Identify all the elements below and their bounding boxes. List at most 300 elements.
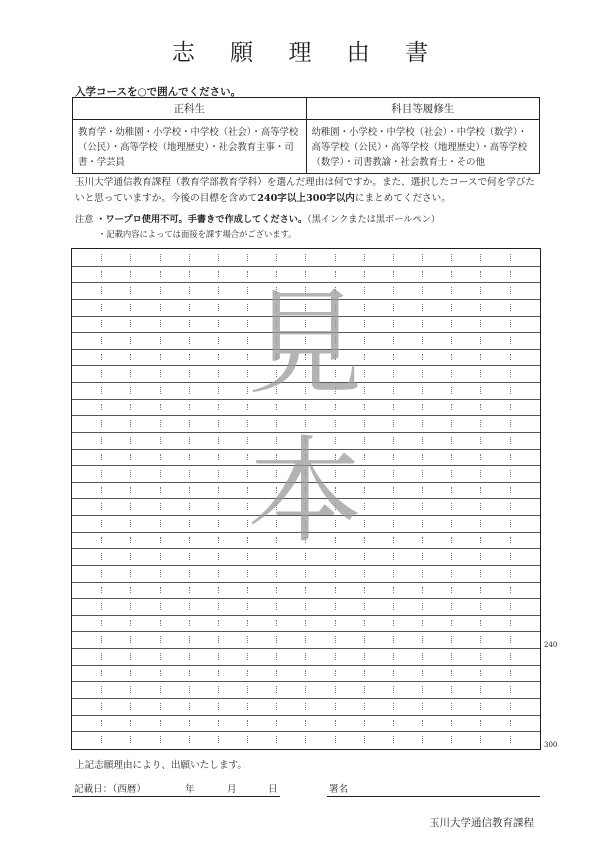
grid-column-guide (422, 404, 423, 411)
grid-row-line (72, 731, 540, 732)
grid-column-guide (480, 271, 481, 278)
grid-column-guide (189, 686, 190, 693)
grid-column-guide (130, 503, 131, 510)
grid-column-guide (422, 304, 423, 311)
auditor-course-options[interactable]: 幼稚園・小学校・中学校（社会）・中学校（数学）・高等学校（公民）・高等学校（地理歴史）・高等学校（数学）・司書教諭・社会教育士・その他 (306, 120, 540, 174)
grid-column-guide (160, 736, 161, 743)
grid-column-guide (160, 354, 161, 361)
grid-column-guide (364, 686, 365, 693)
grid-column-guide (130, 553, 131, 560)
grid-column-guide (101, 736, 102, 743)
grid-column-guide (130, 404, 131, 411)
grid-column-guide (451, 653, 452, 660)
grid-column-guide (130, 370, 131, 377)
grid-column-guide (189, 337, 190, 344)
grid-column-guide (480, 720, 481, 727)
grid-column-guide (393, 271, 394, 278)
grid-column-guide (101, 686, 102, 693)
grid-column-guide (130, 603, 131, 610)
grid-column-guide (218, 370, 219, 377)
grid-column-guide (451, 603, 452, 610)
grid-column-guide (160, 636, 161, 643)
grid-column-guide (480, 587, 481, 594)
institution-name: 玉川大学通信教育課程 (429, 817, 534, 829)
grid-column-guide (393, 337, 394, 344)
question-text-end: にまとめてください。 (354, 193, 451, 204)
grid-column-guide (160, 337, 161, 344)
grid-column-guide (480, 420, 481, 427)
grid-column-guide (480, 520, 481, 527)
grid-column-guide (451, 337, 452, 344)
grid-column-guide (101, 570, 102, 577)
grid-column-guide (276, 720, 277, 727)
grid-column-guide (247, 736, 248, 743)
grid-column-guide (218, 620, 219, 627)
grid-column-guide (510, 337, 511, 344)
grid-column-guide (101, 354, 102, 361)
grid-column-guide (276, 570, 277, 577)
grid-column-guide (130, 570, 131, 577)
grid-column-guide (218, 653, 219, 660)
grid-column-guide (335, 587, 336, 594)
grid-column-guide (451, 437, 452, 444)
grid-column-guide (422, 636, 423, 643)
grid-column-guide (160, 720, 161, 727)
grid-column-guide (101, 703, 102, 710)
grid-column-guide (101, 470, 102, 477)
grid-column-guide (189, 620, 190, 627)
grid-column-guide (247, 720, 248, 727)
grid-column-guide (160, 320, 161, 327)
grid-column-guide (218, 603, 219, 610)
grid-column-guide (480, 337, 481, 344)
grid-column-guide (393, 470, 394, 477)
grid-column-guide (451, 670, 452, 677)
grid-column-guide (393, 603, 394, 610)
grid-column-guide (480, 703, 481, 710)
grid-row-line (72, 266, 540, 267)
grid-column-guide (189, 304, 190, 311)
grid-column-guide (510, 487, 511, 494)
grid-column-guide (480, 537, 481, 544)
grid-column-guide (130, 454, 131, 461)
grid-column-guide (101, 454, 102, 461)
grid-column-guide (393, 636, 394, 643)
grid-row-line (72, 715, 540, 716)
grid-column-guide (189, 487, 190, 494)
watermark-char-2: 本 (247, 425, 363, 559)
grid-column-guide (422, 487, 423, 494)
grid-column-guide (451, 487, 452, 494)
grid-column-guide (422, 354, 423, 361)
grid-column-guide (510, 470, 511, 477)
grid-column-guide (160, 587, 161, 594)
grid-column-guide (364, 603, 365, 610)
grid-column-guide (480, 653, 481, 660)
regular-course-options[interactable]: 教育学・幼稚園・小学校・中学校（社会）・高等学校（公民）・高等学校（地理歴史）・社会教育主事・司書・学芸員 (73, 120, 307, 174)
grid-column-guide (393, 387, 394, 394)
grid-column-guide (305, 670, 306, 677)
grid-column-guide (189, 454, 190, 461)
grid-column-guide (451, 570, 452, 577)
grid-column-guide (160, 537, 161, 544)
grid-column-guide (218, 537, 219, 544)
grid-column-guide (101, 337, 102, 344)
grid-column-guide (480, 254, 481, 261)
grid-column-guide (130, 320, 131, 327)
grid-column-guide (218, 320, 219, 327)
grid-column-guide (480, 570, 481, 577)
grid-column-guide (189, 570, 190, 577)
grid-column-guide (422, 503, 423, 510)
grid-column-guide (480, 437, 481, 444)
grid-column-guide (189, 437, 190, 444)
grid-column-guide (160, 553, 161, 560)
grid-column-guide (451, 454, 452, 461)
grid-column-guide (335, 736, 336, 743)
grid-column-guide (480, 553, 481, 560)
note-label: 注意 (75, 214, 94, 225)
grid-column-guide (218, 287, 219, 294)
grid-column-guide (130, 420, 131, 427)
grid-column-guide (422, 320, 423, 327)
grid-column-guide (335, 686, 336, 693)
grid-column-guide (422, 736, 423, 743)
grid-column-guide (393, 287, 394, 294)
grid-column-guide (305, 570, 306, 577)
grid-column-guide (160, 437, 161, 444)
grid-column-guide (218, 487, 219, 494)
grid-column-guide (393, 420, 394, 427)
grid-column-guide (276, 620, 277, 627)
grid-column-guide (247, 620, 248, 627)
grid-column-guide (218, 553, 219, 560)
grid-column-guide (101, 670, 102, 677)
grid-column-guide (101, 487, 102, 494)
document-title: 志 願 理 由 書 (171, 40, 443, 66)
grid-column-guide (335, 636, 336, 643)
date-field[interactable] (72, 781, 280, 797)
grid-column-guide (160, 620, 161, 627)
grid-column-guide (101, 254, 102, 261)
grid-column-guide (276, 686, 277, 693)
grid-column-guide (510, 370, 511, 377)
grid-column-guide (422, 337, 423, 344)
grid-column-guide (451, 503, 452, 510)
grid-column-guide (218, 520, 219, 527)
grid-column-guide (451, 587, 452, 594)
grid-column-guide (393, 736, 394, 743)
grid-column-guide (335, 703, 336, 710)
grid-column-guide (393, 354, 394, 361)
grid-column-guide (480, 304, 481, 311)
grid-column-guide (510, 670, 511, 677)
grid-column-guide (160, 670, 161, 677)
grid-column-guide (130, 287, 131, 294)
date-label: 記載日：（西暦） (74, 784, 146, 795)
grid-column-guide (160, 570, 161, 577)
grid-column-guide (422, 553, 423, 560)
grid-column-guide (335, 653, 336, 660)
grid-column-guide (218, 454, 219, 461)
grid-column-guide (393, 370, 394, 377)
grid-column-guide (160, 703, 161, 710)
grid-column-guide (189, 387, 190, 394)
grid-column-guide (422, 537, 423, 544)
grid-column-guide (480, 370, 481, 377)
grid-column-guide (364, 636, 365, 643)
grid-column-guide (276, 670, 277, 677)
grid-column-guide (480, 686, 481, 693)
grid-column-guide (451, 620, 452, 627)
grid-column-guide (189, 370, 190, 377)
grid-column-guide (422, 653, 423, 660)
grid-column-guide (218, 736, 219, 743)
grid-column-guide (480, 670, 481, 677)
grid-column-guide (393, 454, 394, 461)
grid-column-guide (218, 470, 219, 477)
count-label-300: 300 (544, 741, 558, 749)
grid-column-guide (510, 520, 511, 527)
grid-column-guide (130, 736, 131, 743)
grid-column-guide (510, 553, 511, 560)
grid-column-guide (480, 620, 481, 627)
grid-column-guide (480, 404, 481, 411)
grid-column-guide (189, 670, 190, 677)
note-ink: （黒インクまたは黒ボールペン） (307, 214, 441, 225)
signature-field[interactable] (327, 781, 540, 797)
grid-column-guide (422, 420, 423, 427)
grid-column-guide (510, 603, 511, 610)
grid-column-guide (130, 620, 131, 627)
grid-column-guide (510, 387, 511, 394)
grid-column-guide (218, 587, 219, 594)
grid-column-guide (422, 670, 423, 677)
grid-column-guide (189, 470, 190, 477)
grid-column-guide (160, 254, 161, 261)
grid-column-guide (218, 271, 219, 278)
grid-column-guide (101, 636, 102, 643)
grid-column-guide (101, 320, 102, 327)
note-interview: ・記載内容によっては面接を課す場合がございます。 (98, 229, 297, 239)
grid-column-guide (247, 703, 248, 710)
grid-column-guide (101, 404, 102, 411)
grid-column-guide (189, 537, 190, 544)
grid-column-guide (364, 670, 365, 677)
grid-column-guide (480, 487, 481, 494)
grid-column-guide (451, 553, 452, 560)
grid-row-line (72, 698, 540, 699)
grid-column-guide (393, 404, 394, 411)
grid-column-guide (160, 686, 161, 693)
grid-column-guide (335, 670, 336, 677)
grid-column-guide (451, 736, 452, 743)
grid-column-guide (510, 620, 511, 627)
grid-column-guide (364, 570, 365, 577)
grid-column-guide (510, 437, 511, 444)
grid-column-guide (160, 404, 161, 411)
grid-column-guide (451, 387, 452, 394)
grid-column-guide (101, 720, 102, 727)
grid-column-guide (335, 720, 336, 727)
grid-column-guide (510, 636, 511, 643)
grid-column-guide (305, 703, 306, 710)
grid-column-guide (393, 304, 394, 311)
grid-column-guide (393, 254, 394, 261)
grid-column-guide (218, 420, 219, 427)
grid-column-guide (189, 553, 190, 560)
grid-column-guide (101, 387, 102, 394)
course-instruction: 入学コースを○で囲んでください。 (75, 86, 242, 98)
grid-column-guide (218, 570, 219, 577)
grid-column-guide (101, 620, 102, 627)
word-count-requirement: 240字以上300字以内 (257, 193, 355, 204)
grid-column-guide (160, 603, 161, 610)
grid-column-guide (218, 636, 219, 643)
grid-column-guide (189, 736, 190, 743)
grid-column-guide (393, 503, 394, 510)
grid-column-guide (393, 570, 394, 577)
grid-column-guide (451, 320, 452, 327)
note (75, 211, 440, 225)
grid-column-guide (422, 620, 423, 627)
count-label-240: 240 (544, 641, 558, 649)
grid-column-guide (422, 271, 423, 278)
grid-column-guide (393, 553, 394, 560)
grid-column-guide (422, 720, 423, 727)
grid-column-guide (189, 320, 190, 327)
grid-column-guide (130, 354, 131, 361)
grid-column-guide (335, 570, 336, 577)
grid-column-guide (160, 520, 161, 527)
grid-column-guide (364, 736, 365, 743)
grid-column-guide (393, 670, 394, 677)
grid-column-guide (218, 354, 219, 361)
grid-column-guide (276, 636, 277, 643)
grid-column-guide (101, 587, 102, 594)
grid-column-guide (189, 603, 190, 610)
grid-column-guide (160, 454, 161, 461)
grid-column-guide (393, 703, 394, 710)
grid-column-guide (160, 420, 161, 427)
grid-column-guide (101, 653, 102, 660)
grid-column-guide (422, 470, 423, 477)
grid-column-guide (101, 537, 102, 544)
grid-column-guide (130, 470, 131, 477)
grid-column-guide (510, 736, 511, 743)
grid-column-guide (218, 254, 219, 261)
grid-column-guide (422, 370, 423, 377)
grid-column-guide (305, 736, 306, 743)
grid-column-guide (160, 503, 161, 510)
grid-column-guide (218, 304, 219, 311)
grid-column-guide (189, 587, 190, 594)
grid-row-line (72, 582, 540, 583)
grid-column-guide (451, 304, 452, 311)
question-text: 玉川大学通信教育課程（教育学部教育学科）を選んだ理由は何ですか。また、選択したコースで何を学びたいと思っていますか。今後の目標を含めて (75, 177, 536, 204)
grid-row-line (72, 648, 540, 649)
grid-column-guide (451, 404, 452, 411)
grid-column-guide (510, 653, 511, 660)
grid-column-guide (422, 587, 423, 594)
grid-column-guide (247, 636, 248, 643)
grid-column-guide (451, 520, 452, 527)
grid-column-guide (160, 271, 161, 278)
grid-column-guide (510, 570, 511, 577)
grid-column-guide (305, 620, 306, 627)
grid-column-guide (101, 553, 102, 560)
grid-column-guide (393, 720, 394, 727)
grid-column-guide (130, 720, 131, 727)
signature-label: 署名 (329, 784, 349, 795)
grid-column-guide (422, 254, 423, 261)
grid-column-guide (305, 603, 306, 610)
grid-column-guide (510, 720, 511, 727)
grid-column-guide (335, 254, 336, 261)
grid-row-line (72, 631, 540, 632)
grid-column-guide (393, 653, 394, 660)
grid-column-guide (451, 370, 452, 377)
grid-column-guide (422, 437, 423, 444)
grid-column-guide (247, 254, 248, 261)
grid-column-guide (276, 653, 277, 660)
grid-column-guide (276, 587, 277, 594)
grid-row-line (72, 665, 540, 666)
grid-column-guide (247, 570, 248, 577)
essay-question (75, 175, 543, 207)
grid-column-guide (364, 720, 365, 727)
grid-column-guide (276, 254, 277, 261)
grid-column-guide (189, 287, 190, 294)
grid-row-line (72, 598, 540, 599)
grid-column-guide (451, 537, 452, 544)
grid-column-guide (393, 320, 394, 327)
sample-watermark (230, 270, 380, 566)
grid-column-guide (335, 620, 336, 627)
grid-column-guide (364, 254, 365, 261)
grid-column-guide (451, 703, 452, 710)
grid-row-line (72, 681, 540, 682)
grid-column-guide (480, 636, 481, 643)
grid-column-guide (130, 653, 131, 660)
grid-column-guide (160, 653, 161, 660)
grid-column-guide (451, 254, 452, 261)
grid-column-guide (218, 703, 219, 710)
grid-row-line (72, 615, 540, 616)
grid-column-guide (276, 603, 277, 610)
grid-column-guide (510, 271, 511, 278)
grid-column-guide (218, 686, 219, 693)
grid-column-guide (101, 520, 102, 527)
grid-column-guide (451, 420, 452, 427)
grid-column-guide (451, 354, 452, 361)
header-credited-auditor: 科目等履修生 (306, 98, 540, 120)
course-table (72, 97, 540, 174)
grid-column-guide (305, 254, 306, 261)
grid-column-guide (364, 620, 365, 627)
grid-column-guide (189, 420, 190, 427)
grid-column-guide (189, 503, 190, 510)
grid-column-guide (393, 587, 394, 594)
grid-column-guide (451, 271, 452, 278)
grid-column-guide (130, 337, 131, 344)
grid-column-guide (247, 670, 248, 677)
grid-column-guide (480, 736, 481, 743)
grid-column-guide (510, 320, 511, 327)
grid-column-guide (364, 653, 365, 660)
grid-column-guide (130, 520, 131, 527)
grid-column-guide (393, 620, 394, 627)
